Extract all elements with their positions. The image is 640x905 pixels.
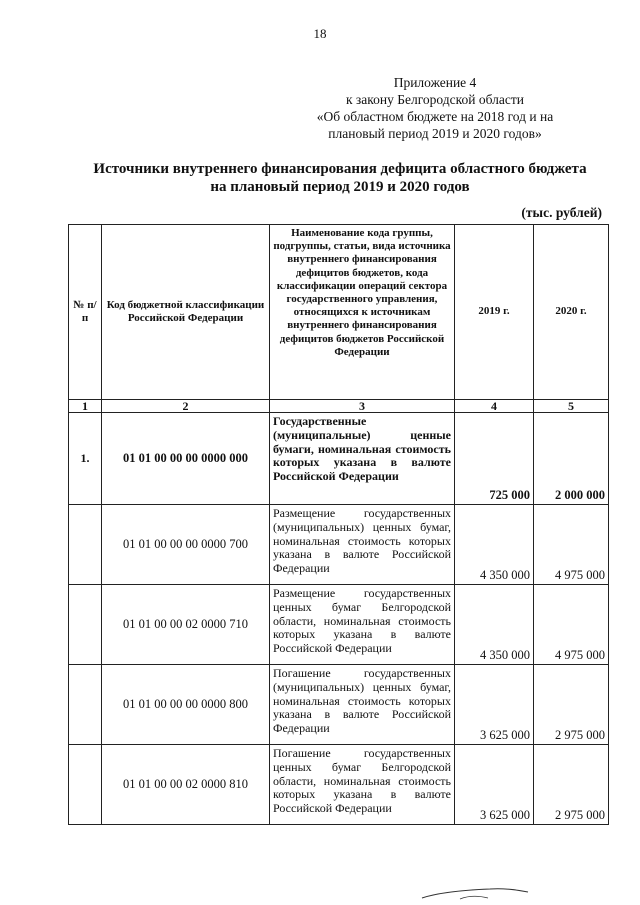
row-code: 01 01 00 00 00 0000 000: [102, 413, 270, 505]
header-name: Наименование кода группы, подгруппы, статьи, вида источника внутреннего финансирования дефицитов бюджетов, кода классификации операций сектора государственного управления, относящихся к источникам внутреннего финансирования дефицитов бюджетов Российской Федерации: [270, 225, 455, 400]
page-number: 18: [313, 26, 327, 41]
row-value-2020: 4 975 000: [534, 585, 609, 665]
table-row: [69, 585, 609, 665]
row-name: Размещение государственных (муниципальных) ценных бумаг, номинальная стоимость которых указана в валюте Российской Федерации: [270, 505, 455, 585]
row-code: 01 01 00 00 00 0000 700: [102, 505, 270, 585]
row-code: 01 01 00 00 00 0000 800: [102, 665, 270, 745]
row-name: Размещение государственных ценных бумаг Белгородской области, номинальная стоимость которых указана в валюте Российской Федерации: [270, 585, 455, 665]
column-numbers-row: [69, 400, 609, 413]
row-value-2020: 2 975 000: [534, 745, 609, 825]
column-number: 3: [270, 400, 455, 413]
table-row: [69, 745, 609, 825]
financing-table: [68, 224, 609, 825]
title-line: на плановый период 2019 и 2020 годов: [210, 179, 470, 195]
header-row: [69, 225, 609, 400]
row-value-2020: 2 975 000: [534, 665, 609, 745]
column-number: 2: [102, 400, 270, 413]
row-name: Погашение государственных ценных бумаг Белгородской области, номинальная стоимость которых указана в валюте Российской Федерации: [270, 745, 455, 825]
row-value-2020: 4 975 000: [534, 505, 609, 585]
table-row: [69, 505, 609, 585]
row-value-2019: 3 625 000: [455, 665, 534, 745]
title-line: Источники внутреннего финансирования дефицита областного бюджета: [93, 161, 587, 177]
appendix-line: Приложение 4: [393, 75, 477, 90]
row-name: Государственные (муниципальные) ценные бумаги, номинальная стоимость которых указана в валюте Российской Федерации: [270, 413, 455, 505]
column-number: 5: [534, 400, 609, 413]
header-2019: 2019 г.: [455, 225, 534, 400]
row-number: [69, 585, 102, 665]
header-2020: 2020 г.: [534, 225, 609, 400]
document-title: [60, 160, 620, 196]
table-row: [69, 413, 609, 505]
header-code: Код бюджетной классификации Российской Федерации: [102, 225, 270, 400]
header-no: № п/п: [69, 225, 102, 400]
units-label: (тыс. рублей): [521, 205, 602, 220]
row-number: [69, 745, 102, 825]
appendix-reference: [270, 74, 600, 142]
row-value-2019: 3 625 000: [455, 745, 534, 825]
appendix-line: к закону Белгородской области: [346, 92, 524, 107]
appendix-line: «Об областном бюджете на 2018 год и на: [316, 109, 554, 124]
row-number: 1.: [69, 413, 102, 505]
table-row: [69, 665, 609, 745]
signature-mark: [420, 886, 530, 900]
column-number: 4: [455, 400, 534, 413]
row-code: 01 01 00 00 02 0000 810: [102, 745, 270, 825]
row-value-2019: 725 000: [455, 413, 534, 505]
appendix-line: плановый период 2019 и 2020 годов»: [328, 126, 542, 141]
row-value-2019: 4 350 000: [455, 585, 534, 665]
column-number: 1: [69, 400, 102, 413]
row-value-2019: 4 350 000: [455, 505, 534, 585]
row-number: [69, 665, 102, 745]
row-code: 01 01 00 00 02 0000 710: [102, 585, 270, 665]
row-name: Погашение государственных (муниципальных) ценных бумаг, номинальная стоимость которых указана в валюте Российской Федерации: [270, 665, 455, 745]
row-value-2020: 2 000 000: [534, 413, 609, 505]
row-number: [69, 505, 102, 585]
